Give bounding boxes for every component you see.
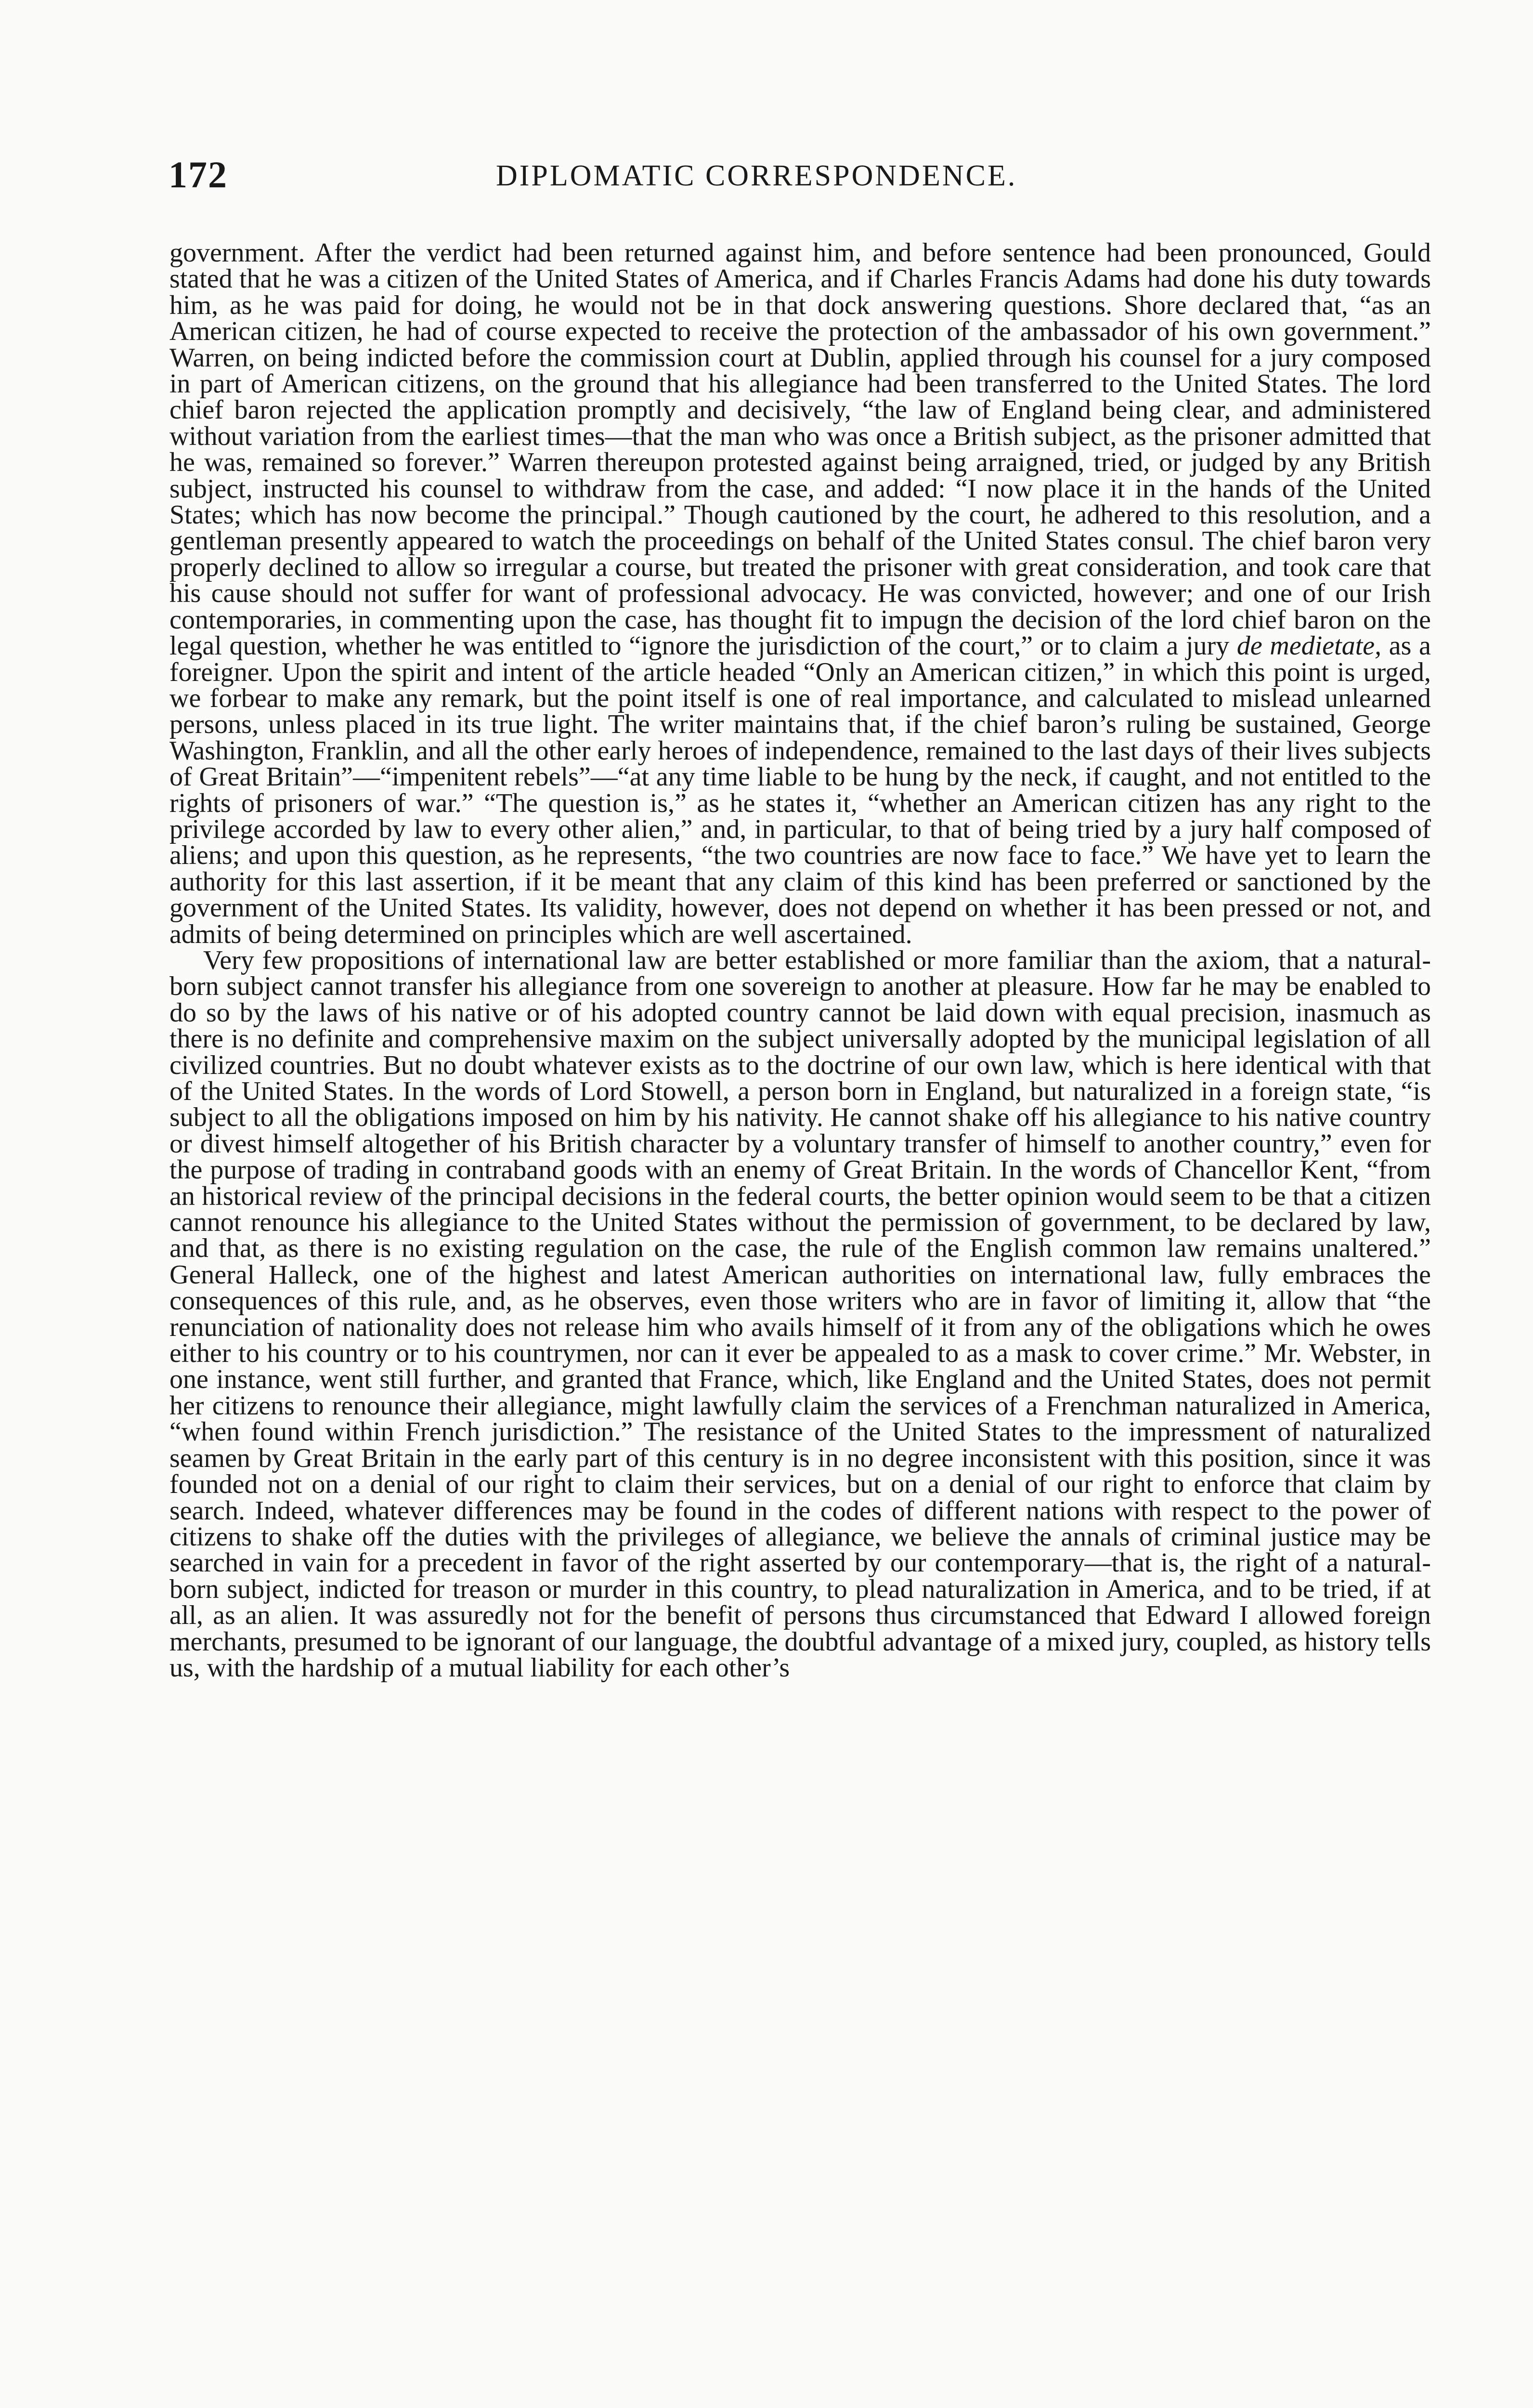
body-text xyxy=(169,240,1431,1681)
running-title: DIPLOMATIC CORRESPONDENCE. xyxy=(496,159,1017,192)
paragraph-1 xyxy=(169,240,1431,947)
paragraph-2: Very few propositions of international law are better established or more familiar than the axiom, that a natural-born subject cannot transfer his allegiance from one sovereign to another at pleasure. How far he may be enabled to do so by the laws of his native or of his adopted country cannot be laid down with equal precision, inasmuch as there is no definite and comprehensive maxim on the subject universally adopted by the municipal legislation of all civilized countries. But no doubt whatever exists as to the doctrine of our own law, which is here identical with that of the United States. In the words of Lord Stowell, a person born in England, but naturalized in a foreign state, “is subject to all the obligations imposed on him by his nativity. He cannot shake off his allegiance to his native country or divest himself altogether of his British character by a voluntary transfer of himself to another country,” even for the purpose of trading in contraband goods with an enemy of Great Britain. In the words of Chancellor Kent, “from an historical review of the principal decisions in the federal courts, the better opinion would seem to be that a citizen cannot renounce his allegiance to the United States without the permission of government, to be declared by law, and that, as there is no existing regulation on the case, the rule of the English common law remains unaltered.” General Halleck, one of the highest and latest American authorities on international law, fully embraces the consequences of this rule, and, as he observes, even those writers who are in favor of limiting it, allow that “the renunciation of nationality does not release him who avails himself of it from any of the obligations which he owes either to his country or to his countrymen, nor can it ever be appealed to as a mask to cover crime.” Mr. Webster, in one instance, went still further, and granted that France, which, like England and the United States, does not permit her citizens to renounce their allegiance, might lawfully claim the services of a Frenchman naturalized in America, “when found within French jurisdiction.” The resistance of the United States to the impressment of naturalized seamen by Great Britain in the early part of this century is in no degree inconsistent with this position, since it was founded not on a denial of our right to claim their services, but on a denial of our right to enforce that claim by search. Indeed, whatever differences may be found in the codes of different nations with respect to the power of citizens to shake off the duties with the privileges of allegiance, we believe the annals of criminal justice may be searched in vain for a precedent in favor of the right asserted by our contemporary—that is, the right of a natural-born subject, indicted for treason or murder in this country, to plead naturalization in America, and to be tried, if at all, as an alien. It was assuredly not for the benefit of persons thus circumstanced that Edward I allowed foreign merchants, presumed to be ignorant of our language, the doubtful advantage of a mixed jury, coupled, as history tells us, with the hardship of a mutual liability for each other’s xyxy=(169,945,1431,1683)
paragraph-1-text-a: government. After the verdict had been returned against him, and before sentence had been pronounced, Gould stated that he was a citizen of the United States of America, and if Charles Francis Adams had done his duty towards him, as he was paid for doing, he would not be in that dock answering questions. Shore declared that, “as an American citizen, he had of course expected to receive the protection of the ambassador of his own government.” Warren, on being indicted before the commission court at Dublin, applied through his counsel for a jury composed in part of American citizens, on the ground that his allegiance had been transferred to the United States. The lord chief baron rejected the application promptly and decisively, “the law of England being clear, and administered without variation from the earliest times—that the man who was once a British subject, as the prisoner admitted that he was, remained so forever.” Warren thereupon protested against being arraigned, tried, or judged by any British subject, instructed his counsel to withdraw from the case, and added: “I now place it in the hands of the United States; which has now become the principal.” Though cautioned by the court, he adhered to this resolution, and a gentleman presently appeared to watch the proceedings on behalf of the United States consul. The chief baron very properly declined to allow so irregular a course, but treated the prisoner with great consideration, and took care that his cause should not suffer for want of professional advocacy. He was convicted, however; and one of our Irish contemporaries, in commenting upon the case, has thought fit to impugn the decision of the lord chief baron on the legal question, whether he was entitled to “ignore the jurisdiction of the court,” or to claim a jury xyxy=(169,238,1431,661)
paragraph-1-text-b: as a foreigner. Upon the spirit and intent of the article headed “Only an American citizen,” in which this point is urged, we forbear to make any remark, but the point itself is one of real importance, and calculated to mislead unlearned persons, unless placed in its true light. The writer maintains that, if the chief baron’s ruling be sustained, George Washington, Franklin, and all the other early heroes of independence, remained to the last days of their lives subjects of Great Britain”—“impenitent rebels”—“at any time liable to be hung by the neck, if caught, and not entitled to the rights of prisoners of war.” “The question is,” as he states it, “whether an American citizen has any right to the privilege accorded by law to every other alien,” and, in particular, to that of being tried by a jury half composed of aliens; and upon this question, as he represents, “the two countries are now face to face.” We have yet to learn the authority for this last assertion, if it be meant that any claim of this kind has been preferred or sanctioned by the government of the United States. Its validity, however, does not depend on whether it has been pressed or not, and admits of being determined on principles which are well ascertained. xyxy=(169,631,1431,949)
page-number: 172 xyxy=(169,154,228,196)
running-head xyxy=(169,153,1444,196)
latin-phrase: de medietate, xyxy=(1236,631,1382,661)
